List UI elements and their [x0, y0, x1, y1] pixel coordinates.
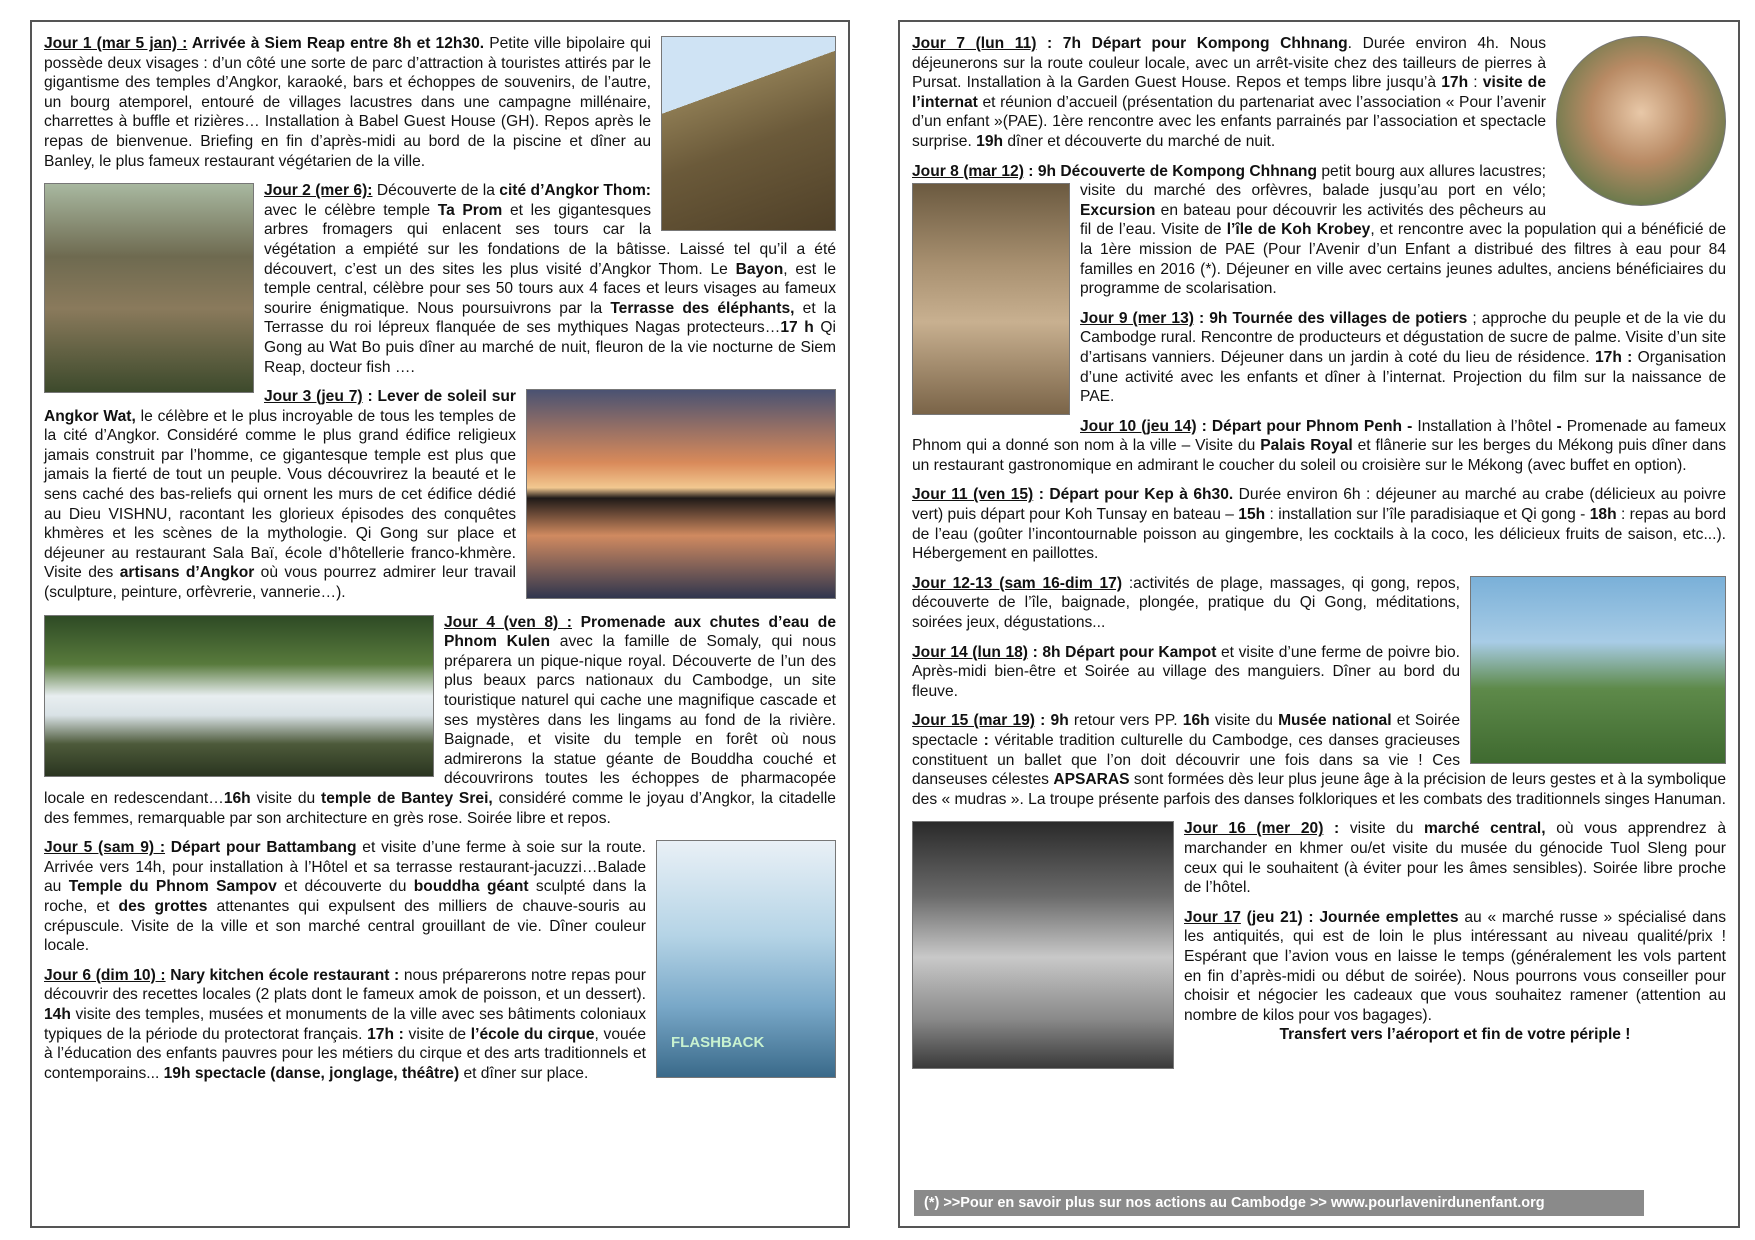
day-9: Jour 9 (mer 13) : 9h Tournée des villages de potiers ; approche du peuple et de la vie du Cambodge rural. Rencontre de producteurs et dégustation de sucre de palme. Visite d’un site d’artisans vanniers. Déjeuner dans un jardin à coté du lieu de résidence. 17h : Organisation d’une activité avec les enfants et dîner à l’internat. Projection du film sur la naissance de PAE. — [1080, 309, 1727, 406]
footer-website-banner[interactable]: (*) >>Pour en savoir plus sur nos actions au Cambodge >> www.pourlavenirdunenfant.org — [914, 1190, 1644, 1216]
bayon-face-photo — [661, 36, 836, 231]
day-12-13-heading: Jour 12-13 (sam 16-dim 17) — [912, 574, 1123, 592]
day-2-heading: Jour 2 (mer 6): — [264, 182, 373, 200]
beach-hammock-photo — [1470, 576, 1726, 764]
day-14-heading: Jour 14 (lun 18) — [912, 643, 1029, 661]
day-15-heading: Jour 15 (mar 19) — [912, 712, 1035, 730]
day-1-heading: Jour 1 (mar 5 jan) : — [44, 35, 188, 52]
day-10-heading: Jour 10 (jeu 14) — [1080, 417, 1197, 435]
day-8: Jour 8 (mar 12) : 9h Découverte de Kompong Chhnang petit bourg aux allures lacustres; visite du marché des orfèvres, balade jusqu’au port en vélo; Excursion en bateau pour découvrir les activités des pêcheurs au fil de l’eau. Visite de l’île de Koh Krobey, et rencontre avec la population qui a bénéficié de la 1ère mission de PAE (Pour l’Avenir d’un Enfant a distribué des filtres à eau pour 84 familles en 2016 (*). Déjeuner en ville avec certains jeunes adultes, anciens bénéficiaires du programme de scolarisation. — [912, 162, 1726, 299]
smiling-children-photo — [1556, 36, 1726, 206]
day-12-13: Jour 12-13 (sam 16-dim 17) :activités de plage, massages, qi gong, repos, découverte de l’île, baignade, plongée, pratique du Qi Gong, méditations, soirées jeux, dégustations... — [912, 574, 1726, 633]
day-1: Jour 1 (mar 5 jan) : Arrivée à Siem Reap entre 8h et 12h30. Petite ville bipolaire qui possède deux visages : d’un côté une sorte de parc d’attraction à touristes attirés par le gigantisme des temples d’Angkor, karaoké, bars et échoppes de souvenirs, de l’autre, un bourg atemporel, entouré de villages lacustres dans une campagne millénaire, charrettes à buffle et rizières… Installation à Babel Guest House (GH). Repos après le repas de bienvenue. Briefing en fin d’après-midi au bord de la piscine et dîner au Banley, le plus fameux restaurant végétarien de la ville. — [44, 34, 836, 171]
ta-prom-tree-photo — [44, 183, 254, 393]
pottery-villager-photo — [912, 183, 1070, 415]
day-8-heading: Jour 8 (mar 12) — [912, 162, 1024, 180]
day-5: FLASHBACK Jour 5 (sam 9) : Départ pour Battambang et visite d’une ferme à soie sur la route. Arrivée vers 14h, pour installation à l’Hôtel et sa terrasse restaurant-jacuzzi…Balade au Temple du Phnom Sampov et découverte du bouddha géant sculpté dans la roche, et des grottes attenantes qui expulsent des milliers de chauve-souris au crépuscule. Visite de la ville et son marché central grouillant de vie. Dîner couleur locale. — [44, 838, 836, 956]
day-14: Jour 14 (lun 18) : 8h Départ pour Kampot et visite d’une ferme de poivre bio. Après-midi bien-être et Soirée au village des manguiers. Dîner au bord du fleuve. — [912, 643, 1460, 700]
closing-line: Transfert vers l’aéroport et fin de votre périple ! — [1279, 1026, 1631, 1044]
day-3: Jour 3 (jeu 7) : Lever de soleil sur Angkor Wat, le célèbre et le plus incroyable de tous les temples de la cité d’Angkor. Considéré comme le plus grand édifice religieux jamais construit par l’homme, ce gigantesque temple est plus que jamais la fierté de tout un peuple. Vous découvrirez la beauté et le sens caché des bas-reliefs qui ornent les murs de cet édifice dédié au Dieu VISHNU, racontant les glorieux épisodes des conquêtes khmères et les scènes de la mythologie. Qi Gong sur place et déjeuner au restaurant Sala Baï, école d’hôtellerie franco-khmère. Visite des artisans d’Angkor où vous pourrez admirer leur travail (sculpture, peinture, orfèvrerie, vannerie…). — [44, 387, 836, 603]
circus-flashback-poster — [656, 840, 836, 1078]
day-15: Jour 15 (mar 19) : 9h retour vers PP. 16h visite du Musée national et Soirée spectacle : véritable tradition culturelle du Cambodge, ces danses gracieuses constituent un ballet que l’on doit découvrir une fois dans sa vie ! Ces danseuses célestes APSARAS sont formées dès leur plus jeune âge à la précision de leurs gestes et à la symbolique des « mudras ». La troupe présente parfois des danses folkloriques et les combats des traditionnels singes Hanuman. — [912, 712, 1727, 808]
day-16: Jour 16 (mer 20) : visite du marché central, où vous apprendrez à marchander en khmer ou/et visite du musée du génocide Tuol Sleng pour ceux qui le souhaitent (à éviter pour les âmes sensibles). Soirée libre proche de l’hôtel. — [912, 819, 1726, 897]
day-2: Jour 2 (mer 6): Découverte de la cité d’Angkor Thom: avec le célèbre temple Ta Prom et les gigantesques arbres fromagers qui enlacent ses tours car la végétation a empiété sur les fondations de la bâtisse. Laissé tel qu’il a été découvert, c’est un des sites les plus visité d’Angkor Thom. Le Bayon, est le temple central, célèbre pour ses 50 tours aux 4 faces et leurs visages au fameux sourire énigmatique. Nous poursuivrons par la Terrasse des éléphants, et la Terrasse du roi lépreux flanquée de ses mythiques Nagas protecteurs…17 h Qi Gong au Wat Bo puis dîner au marché de nuit, fleuron de la vie nocturne de Siem Reap, docteur fish …. — [44, 181, 836, 377]
angkor-wat-sunrise-photo — [526, 389, 836, 599]
day-11: Jour 11 (ven 15) : Départ pour Kep à 6h30. Durée environ 6h : déjeuner au marché au crabe (délicieux au poivre vert) puis départ pour Koh Tunsay en bateau – 15h : installation sur l’île paradisiaque et Qi gong - 18h : repas au bord de l’eau (goûter l’incontournable poisson au gingembre, les cocktails à la coco, les délicieux fruits de saison, etc...). Hébergement en paillottes. — [912, 486, 1727, 563]
day-7-heading: Jour 7 (lun 11) — [912, 35, 1037, 52]
right-page — [898, 20, 1740, 1228]
day-17-heading: Jour 17 — [1184, 908, 1241, 926]
day-4: Jour 4 (ven 8) : Promenade aux chutes d’eau de Phnom Kulen avec la famille de Somaly, qui nous préparera un pique-nique royal. Découverte de l’un des plus beaux parcs nationaux du Cambodge, un site touristique naturel qui cache une magnifique cascade et ses mystères dans les lingams au fond de la rivière. Baignade, et visite du temple en forêt où nous admirerons la statue géante de Bouddha couché et découvrirons toutes les échoppes de pharmacopée locale en redescendant…16h visite du temple de Bantey Srei, considéré comme le joyau d’Angkor, la citadelle des femmes, remarquable par son architecture en grès rose. Soirée libre et repos. — [44, 613, 836, 827]
day-4-heading: Jour 4 (ven 8) : — [444, 613, 572, 631]
day-6: Jour 6 (dim 10) : Nary kitchen école restaurant : nous préparerons notre repas pour découvrir des recettes locales (2 plats dont le fameux amok de poisson, et un dessert). 14h visite des temples, musées et monuments de la ville avec ses bâtiments coloniaux typiques de la période du protectorat français. 17h : visite de l’école du cirque, vouée à l’éducation des enfants pauvres pour les métiers du cirque et des arts traditionnels et contemporains... 19h spectacle (danse, jonglage, théâtre) et dîner sur place. — [44, 966, 647, 1082]
day-16-heading: Jour 16 (mer 20) — [1184, 820, 1324, 838]
apsara-dancers-photo — [912, 821, 1174, 1069]
day-17: Jour 17 (jeu 21) : Journée emplettes au « marché russe » spécialisé dans les antiquités, qui est de loin le plus intéressant au niveau qualité/prix ! Espérant que l’avion vous en laisse le temps (généralement les vols partent en fin d’après-midi ou début de soirée). Nous pourrons vous conseiller pour choisir et négocier les cadeaux que vous souhaitez ramener (attention au nombre de kilos pour vos bagages). Transfert vers l’aéroport et fin de votre périple ! — [912, 908, 1726, 1046]
day-3-heading: Jour 3 (jeu 7) — [264, 388, 363, 406]
day-9-heading: Jour 9 (mer 13) — [1080, 309, 1194, 327]
day-6-heading: Jour 6 (dim 10) : — [44, 966, 166, 984]
day-11-heading: Jour 11 (ven 15) — [912, 486, 1034, 504]
kulen-waterfall-photo — [44, 615, 434, 777]
poster-title: FLASHBACK — [671, 1033, 765, 1051]
left-page — [30, 20, 850, 1228]
day-5-heading: Jour 5 (sam 9) : — [44, 839, 166, 857]
day-7: Jour 7 (lun 11) : 7h Départ pour Kompong Chhnang. Durée environ 4h. Nous déjeunerons sur la route couleur locale, avec un arrêt-visite chez des tailleurs de pierres à Pursat. Installation à la Garden Guest House. Repos et temps libre jusqu’à 17h : visite de l’internat et réunion d’accueil (présentation du partenariat avec l’association « Pour l’avenir d’un enfant »(PAE). 1ère rencontre avec les enfants parrainés par l’association et spectacle surprise. 19h dîner et découverte du marché de nuit. — [912, 34, 1726, 152]
day-10: Jour 10 (jeu 14) : Départ pour Phnom Penh - Installation à l’hôtel - Promenade au fameux Phnom qui a donné son nom à la ville – Visite du Palais Royal et flânerie sur les berges du Mékong puis dîner dans un restaurant gastronomique en admirant le coucher du soleil ou croisière sur le Mékong (avec buffet en option). — [912, 417, 1726, 474]
